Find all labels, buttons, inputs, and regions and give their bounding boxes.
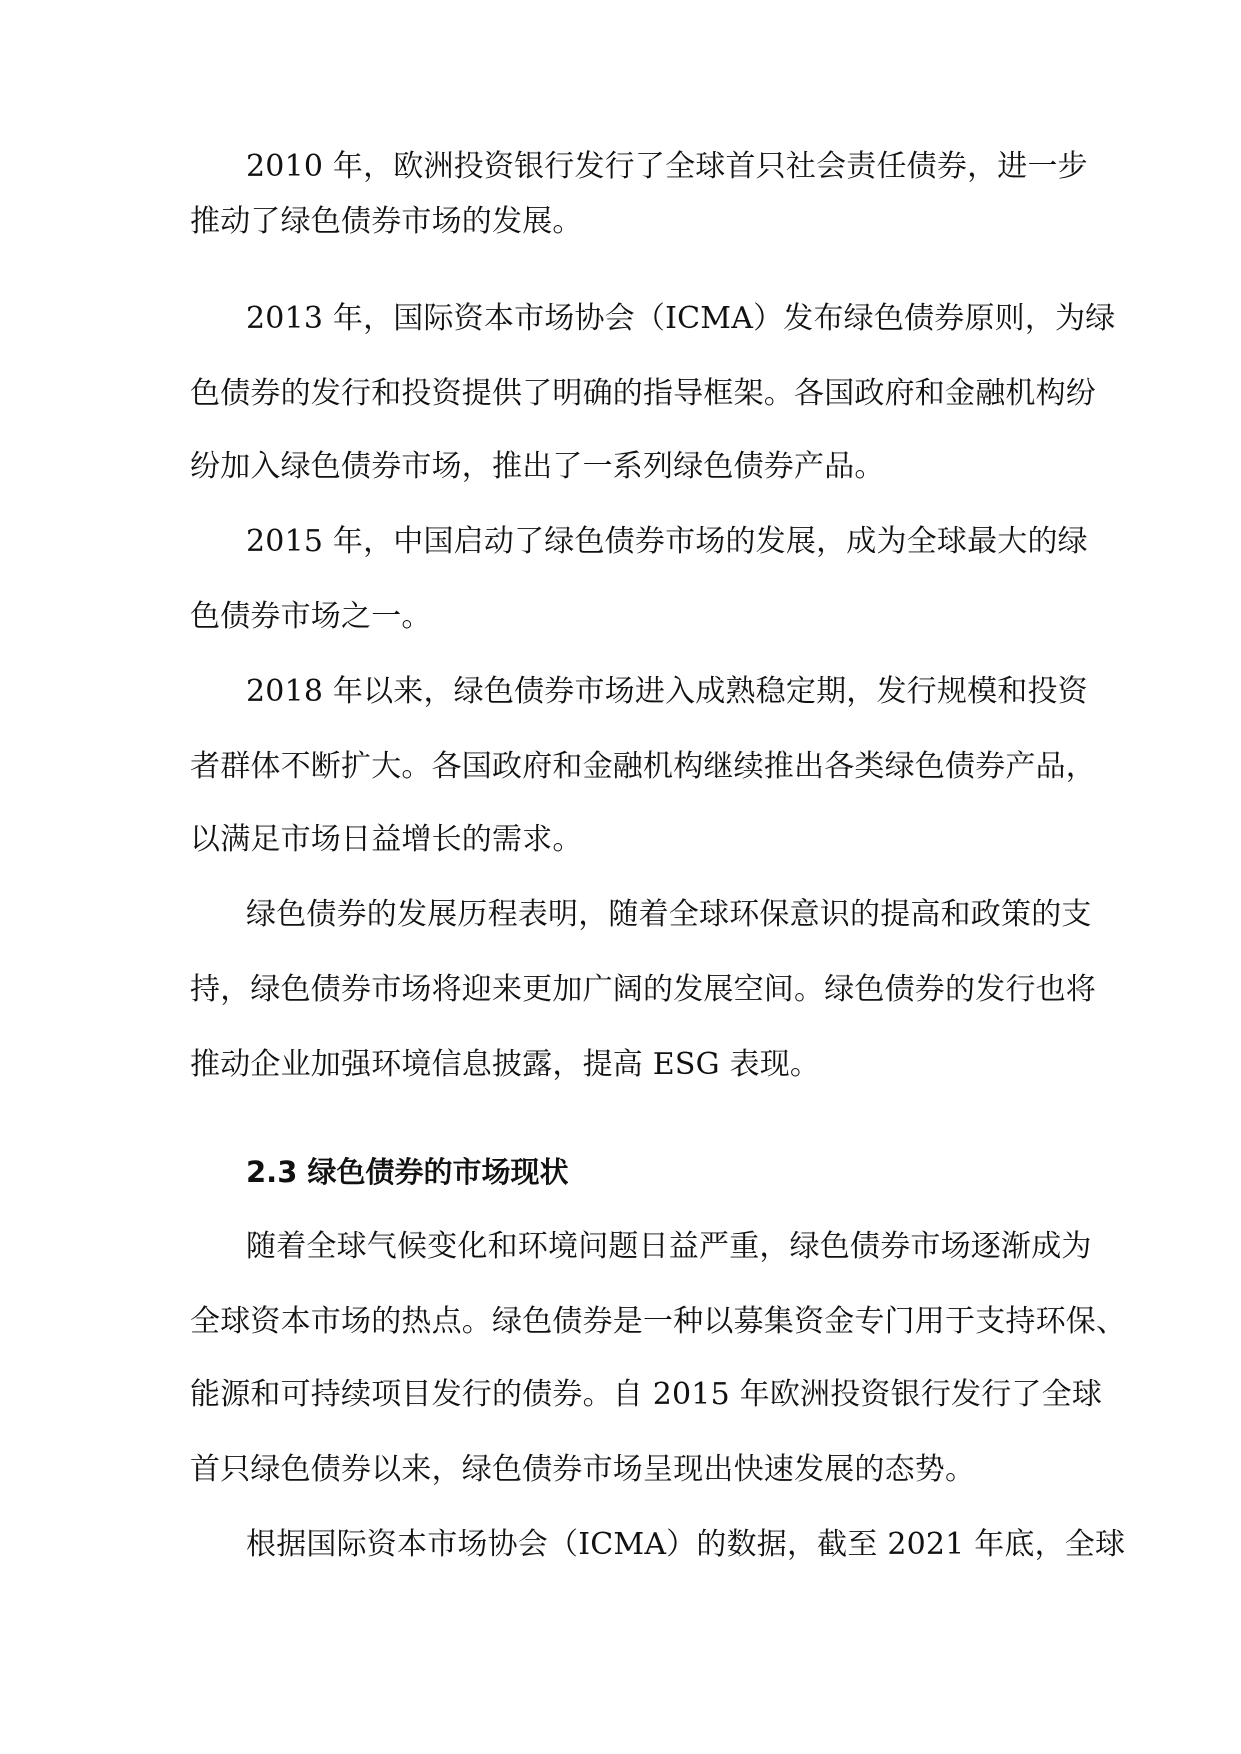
paragraph-line: 2010 年，欧洲投资银行发行了全球首只社会责任债券，进一步: [246, 149, 1088, 184]
paragraph-line: 以满足市场日益增长的需求。: [190, 822, 583, 857]
paragraph-line: 全球资本市场的热点。绿色债券是一种以募集资金专门用于支持环保、: [190, 1304, 1127, 1339]
paragraph-line: 推动企业加强环境信息披露，提高 ESG 表现。: [190, 1047, 821, 1082]
paragraph-line: 能源和可持续项目发行的债券。自 2015 年欧洲投资银行发行了全球: [190, 1377, 1103, 1412]
section-heading: 2.3 绿色债券的市场现状: [246, 1155, 569, 1189]
paragraph-line: 持，绿色债券市场将迎来更加广阔的发展空间。绿色债券的发行也将: [190, 972, 1096, 1007]
paragraph-line: 2015 年，中国启动了绿色债券市场的发展，成为全球最大的绿: [246, 524, 1088, 559]
paragraph-line: 2018 年以来，绿色债券市场进入成熟稳定期，发行规模和投资: [246, 674, 1088, 709]
paragraph-line: 随着全球气候变化和环境问题日益严重，绿色债券市场逐渐成为: [246, 1229, 1092, 1264]
paragraph-line: 2013 年，国际资本市场协会（ICMA）发布绿色债券原则，为绿: [246, 301, 1116, 336]
paragraph-line: 色债券的发行和投资提供了明确的指导框架。各国政府和金融机构纷: [190, 376, 1096, 411]
paragraph-line: 推动了绿色债券市场的发展。: [190, 204, 583, 239]
paragraph-line: 根据国际资本市场协会（ICMA）的数据，截至 2021 年底，全球: [246, 1527, 1126, 1562]
paragraph-line: 首只绿色债券以来，绿色债券市场呈现出快速发展的态势。: [190, 1452, 976, 1487]
paragraph-line: 纷加入绿色债券市场，推出了一系列绿色债券产品。: [190, 449, 885, 484]
paragraph-line: 色债券市场之一。: [190, 599, 432, 634]
paragraph-line: 绿色债券的发展历程表明，随着全球环保意识的提高和政策的支: [246, 897, 1092, 932]
paragraph-line: 者群体不断扩大。各国政府和金融机构继续推出各类绿色债券产品，: [190, 749, 1096, 784]
